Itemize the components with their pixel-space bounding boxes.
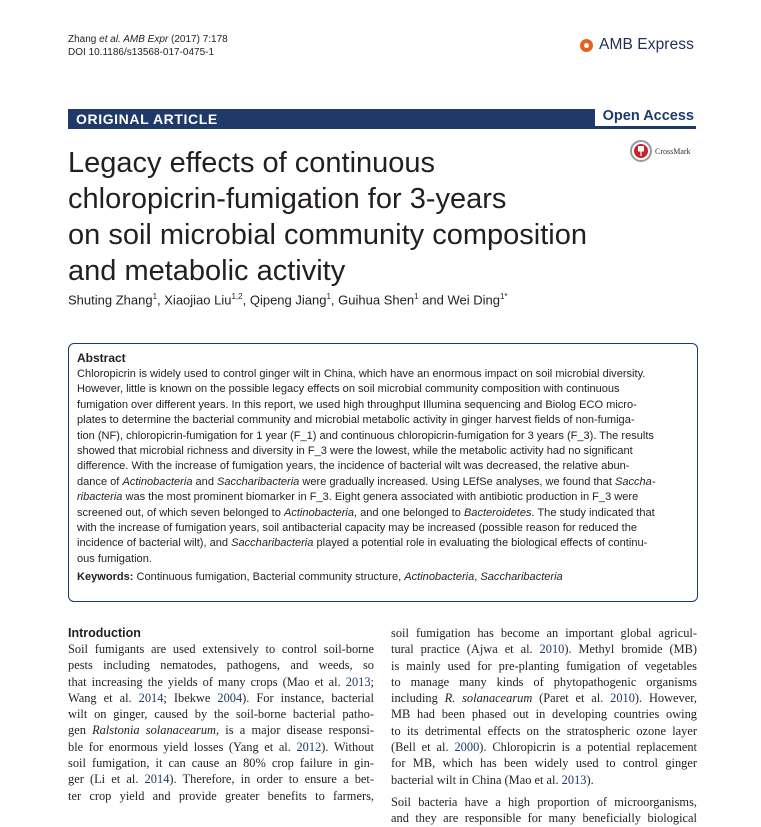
- text-run: tion (NF), chloropicrin-fumigation for 1 year (F_1) and continuous chloropicrin-fumigation for 3 years (F_3). The results: [77, 429, 654, 442]
- citation-link[interactable]: 2004: [217, 690, 243, 705]
- text-run: , and one belonged to: [353, 506, 464, 519]
- author-name[interactable]: Wei Ding: [447, 292, 500, 308]
- italic-term: Bacteroidetes: [463, 506, 532, 519]
- citation: [68, 33, 228, 59]
- italic-term: Ralstonia solanacearum: [92, 723, 216, 738]
- author-list: [68, 292, 508, 307]
- text-run: ;: [370, 674, 374, 689]
- text-run: MB had been phased out in developing countries owing: [391, 707, 697, 722]
- text-run: that increasing the yields of many crops (: [68, 674, 287, 689]
- title-line: Legacy effects of continuous: [68, 147, 436, 179]
- text-line: [391, 641, 697, 657]
- article-type: ORIGINAL ARTICLE: [76, 111, 218, 127]
- text-run: soil fumigation has become an important global agricul-: [391, 626, 697, 640]
- open-access-badge: [595, 106, 696, 126]
- keywords-label: Keywords:: [77, 571, 134, 584]
- author-affiliation[interactable]: 1: [326, 292, 331, 301]
- text-line: [77, 506, 689, 521]
- citation-author: Zhang: [68, 34, 97, 45]
- doi[interactable]: DOI 10.1186/s13568-017-0475-1: [68, 47, 215, 58]
- text-line: [68, 722, 374, 738]
- text-run: was the most prominent biomarker in F_3. Eight genera associated with antibiotic production in F_3 were: [122, 491, 639, 504]
- text-run: ). Without: [321, 739, 374, 754]
- author-name[interactable]: Shuting Zhang: [68, 292, 153, 308]
- text-run: and: [192, 475, 218, 488]
- author-separator: ,: [157, 292, 165, 308]
- text-run: ous fumigation.: [77, 552, 152, 565]
- text-run: screened out, of which seven belonged to: [77, 506, 284, 519]
- text-line: [77, 429, 689, 444]
- author-affiliation[interactable]: 1,2: [231, 292, 243, 301]
- text-run: to manage many kinds of phytopathogenic organisms: [391, 674, 697, 689]
- keywords-list: [133, 571, 562, 583]
- text-line: [391, 810, 697, 826]
- text-run: including: [391, 691, 445, 706]
- text-line: [77, 521, 689, 536]
- text-line: [391, 706, 697, 722]
- title-line: and metabolic activity: [68, 255, 346, 287]
- italic-term: Actinobacteria: [404, 571, 475, 584]
- text-line: [391, 755, 697, 771]
- citation-link[interactable]: 2014: [144, 772, 170, 787]
- abstract-body: [77, 367, 689, 567]
- text-run: dance of: [77, 475, 123, 488]
- text-line: [391, 658, 697, 674]
- text-run: is mainly used for pre-planting fumigation of vegetables: [391, 658, 697, 673]
- text-line: [77, 552, 689, 567]
- italic-term: Actinobacteria: [122, 475, 193, 488]
- author-separator: ,: [330, 292, 339, 308]
- citation-journal: et al. AMB Expr: [99, 34, 169, 45]
- citation-link[interactable]: 2013: [345, 674, 371, 689]
- text-line: [77, 367, 689, 382]
- text-run: Soil bacteria have a high proportion of microorganisms,: [391, 794, 697, 809]
- text-line: [68, 739, 374, 755]
- article-title: [68, 145, 668, 289]
- text-run: Soil fumigants are used extensively to control soil-borne: [68, 642, 374, 656]
- text-line: [391, 674, 697, 690]
- journal-brand[interactable]: [580, 36, 694, 54]
- text-run: ter crop yield and provide greater benefits to farmers,: [68, 788, 374, 803]
- text-line: [68, 641, 374, 657]
- text-line: [68, 788, 374, 804]
- italic-term: ribacteria: [77, 491, 123, 504]
- text-run: (Paret et al.: [532, 691, 611, 706]
- text-run: (Bell et al.: [391, 740, 455, 755]
- text-line: [391, 739, 697, 755]
- intro-paragraph: [68, 641, 374, 804]
- text-run: were gradually increased. Using LEfSe analyses, we found that: [299, 475, 615, 488]
- text-run: ). However,: [634, 691, 697, 706]
- author-separator: and: [418, 292, 448, 308]
- text-line: [391, 625, 697, 641]
- text-run: soil fumigation, it can cause an 80% crop failure in gin-: [68, 756, 374, 771]
- author-affiliation[interactable]: 1: [152, 292, 158, 301]
- citation-line: [68, 33, 228, 46]
- italic-term: Saccharibacteria: [231, 537, 314, 550]
- open-access-label: Open Access: [602, 108, 694, 124]
- citation-link[interactable]: 2014: [138, 690, 164, 705]
- text-run: played a potential role in evaluating the biological effects of continu-: [313, 537, 648, 550]
- text-line: [68, 706, 374, 722]
- text-run: ,: [474, 571, 481, 584]
- text-run: difference. With the increase of fumigation years, the incidence of bacterial wilt was decreased, the relative abun-: [77, 460, 630, 473]
- citation-link[interactable]: 2013: [561, 772, 587, 787]
- text-run: Chloropicrin is widely used to control ginger wilt in China, which have an enormous impact on soil microbial diversity.: [77, 368, 646, 380]
- text-run: tural practice (Ajwa et al.: [391, 642, 540, 657]
- citation-link[interactable]: 2012: [296, 739, 322, 754]
- text-run: incidence of bacterial wilt), and: [77, 537, 232, 550]
- text-line: [391, 772, 697, 788]
- text-line: [77, 536, 689, 551]
- text-run: plates to determine the bacterial community and microbial metabolic activity in ginger harvest fields of non-fumiga-: [77, 414, 635, 427]
- abstract-box: [68, 343, 698, 602]
- text-run: ).: [586, 772, 594, 787]
- text-run: , is a major disease responsi-: [216, 723, 374, 738]
- text-run: Continuous fumigation, Bacterial community structure,: [133, 571, 405, 584]
- text-run: pests including nematodes, pathogens, and weeds, so: [68, 658, 374, 673]
- text-line: [68, 755, 374, 771]
- text-run: Wang et al.: [68, 690, 139, 705]
- text-run: wilt on ginger, caused by the soil-borne bacterial patho-: [68, 707, 374, 722]
- text-line: [77, 475, 689, 490]
- text-run: showed that microbial richness and diversity in F_3 were the lowest, while the metabolic activity had no significant: [77, 445, 633, 458]
- title-line: on soil microbial community composition: [68, 219, 587, 251]
- italic-term: Saccharibacteria: [480, 571, 563, 584]
- italic-term: Actinobacteria: [283, 506, 354, 519]
- citation-link[interactable]: 2000: [454, 740, 480, 755]
- italic-term: Saccharibacteria: [217, 475, 300, 488]
- text-line: [68, 690, 374, 706]
- text-line: [68, 674, 374, 690]
- text-line: [77, 382, 689, 397]
- text-line: [68, 771, 374, 787]
- abstract-heading: Abstract: [77, 351, 126, 365]
- author-affiliation[interactable]: 1: [414, 292, 419, 301]
- journal-name: AMB Express: [599, 36, 694, 53]
- citation-year: (2017) 7:178: [171, 34, 228, 45]
- italic-term: R. solanacearum: [444, 691, 533, 706]
- author-name[interactable]: Guihua Shen: [338, 292, 415, 308]
- text-run: Mao et al.: [286, 674, 346, 689]
- text-run: ble for enormous yield losses (Yang et al.: [68, 739, 297, 754]
- italic-term: Saccha-: [614, 475, 656, 488]
- text-run: However, little is known on the possible legacy effects on soil microbial community composition with continuous: [77, 383, 620, 396]
- text-line: [77, 459, 689, 474]
- journal-logo-icon: [580, 39, 593, 52]
- author-separator: ,: [242, 292, 250, 308]
- text-run: ; Ibekwe: [163, 690, 218, 705]
- text-run: ). For instance, bacterial: [242, 690, 374, 705]
- citation-link[interactable]: 2010: [610, 691, 635, 706]
- text-run: and they are responsible for many beneficially biological: [391, 811, 697, 826]
- text-run: ). Therefore, in order to ensure a bet-: [169, 772, 374, 787]
- text-line: [391, 794, 697, 810]
- text-line: [77, 490, 689, 505]
- citation-link[interactable]: 2010: [539, 642, 565, 657]
- text-line: [68, 657, 374, 673]
- text-line: [391, 723, 697, 739]
- text-run: ger (Li et al.: [68, 772, 145, 787]
- text-run: gen: [68, 723, 93, 738]
- text-run: . The study indicated that: [531, 506, 655, 519]
- text-line: [77, 398, 689, 413]
- text-run: bacterial wilt in China (Mao et al.: [391, 772, 562, 787]
- keywords: [77, 570, 689, 585]
- text-line: [391, 690, 697, 706]
- intro-paragraph: [391, 625, 697, 788]
- author-affiliation[interactable]: 1*: [499, 292, 508, 301]
- text-run: to its detrimental effects on the stratospheric ozone layer: [391, 723, 697, 738]
- title-line: chloropicrin-fumigation for 3-years: [68, 183, 507, 215]
- text-run: for MB, which has been widely used to control ginger: [391, 756, 697, 771]
- text-run: ). Methyl bromide (MB): [564, 642, 697, 657]
- intro-paragraph: [391, 794, 697, 827]
- text-run: ). Chloropicrin is a potential replacement: [479, 740, 697, 755]
- text-run: with the increase of fumigation years, soil antibacterial capacity may be increased (possible reason for reduced the: [77, 522, 638, 535]
- author-name[interactable]: Xiaojiao Liu: [164, 292, 232, 308]
- article-type-bar: [68, 109, 696, 129]
- body-column-left: [68, 625, 374, 804]
- crossmark-label: CrossMark: [655, 146, 691, 156]
- text-line: [77, 413, 689, 428]
- text-run: fumigation over different years. In this report, we used high throughput Illumina sequencing and Biolog ECO micro-: [77, 398, 637, 411]
- body-column-right: [391, 625, 697, 827]
- text-line: [77, 444, 689, 459]
- author-name[interactable]: Qipeng Jiang: [249, 292, 327, 308]
- introduction-heading: Introduction: [68, 626, 141, 640]
